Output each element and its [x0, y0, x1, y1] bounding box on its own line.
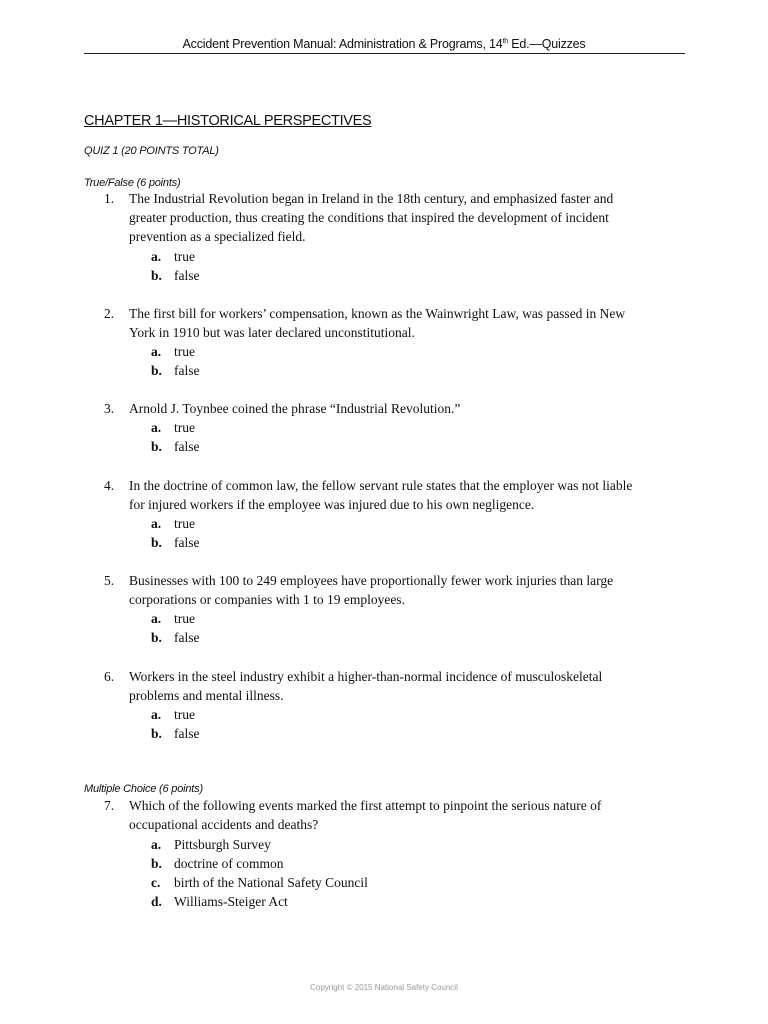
question-line: Which of the following events marked the first attempt to pinpoint the serious nature of [129, 798, 602, 813]
option-letter: a. [151, 249, 162, 264]
option-text: Pittsburgh Survey [174, 837, 271, 852]
option-text: true [174, 344, 195, 359]
question-line: prevention as a specialized field. [129, 229, 306, 245]
option-letter: b. [151, 535, 162, 550]
header-title-suffix: Ed.—Quizzes [507, 37, 586, 51]
question-number: 4. [104, 478, 115, 493]
section-heading-multiple-choice: Multiple Choice (6 points) [84, 783, 203, 795]
option-text: true [174, 516, 195, 531]
option-letter: a. [151, 611, 162, 626]
question-line: problems and mental illness. [129, 688, 284, 704]
question-line: for injured workers if the employee was injured due to his own negligence. [129, 497, 535, 513]
question-line: greater production, thus creating the conditions that inspired the development of incident [129, 210, 609, 226]
question-number: 7. [104, 798, 115, 813]
question-line: In the doctrine of common law, the fellow servant rule states that the employer was not liable [129, 478, 633, 493]
question-text [129, 304, 689, 342]
question-number: 2. [104, 306, 115, 321]
chapter-title: CHAPTER 1—HISTORICAL PERSPECTIVES [84, 113, 372, 129]
question-line: occupational accidents and deaths? [129, 817, 319, 833]
option-letter: b. [151, 726, 162, 741]
question-text [129, 667, 689, 705]
question-text [129, 189, 689, 247]
option-letter: b. [151, 268, 162, 283]
question-number: 5. [104, 573, 115, 588]
option-letter: a. [151, 707, 162, 722]
question-text [129, 476, 689, 514]
question-text [129, 399, 689, 418]
option-letter: d. [151, 894, 162, 909]
option-letter: a. [151, 837, 162, 852]
question-line: York in 1910 but was later declared unconstitutional. [129, 325, 415, 341]
quiz-title: QUIZ 1 (20 POINTS TOTAL) [84, 145, 219, 157]
option-text: doctrine of common [174, 856, 284, 871]
option-text: true [174, 707, 195, 722]
question-line: Businesses with 100 to 249 employees have proportionally fewer work injuries than large [129, 573, 614, 588]
option-text: true [174, 249, 195, 264]
question-line: Workers in the steel industry exhibit a higher-than-normal incidence of musculoskeletal [129, 669, 603, 684]
option-text: true [174, 420, 195, 435]
option-letter: b. [151, 363, 162, 378]
option-text: Williams-Steiger Act [174, 894, 288, 909]
question-line: Arnold J. Toynbee coined the phrase “Industrial Revolution.” [129, 401, 461, 416]
option-text: false [174, 268, 200, 283]
option-text: false [174, 439, 200, 454]
question-line: The first bill for workers’ compensation, known as the Wainwright Law, was passed in New [129, 306, 626, 321]
question-line: The Industrial Revolution began in Ireland in the 18th century, and emphasized faster and [129, 191, 614, 206]
option-text: false [174, 726, 200, 741]
page-header [84, 37, 684, 51]
question-text [129, 571, 689, 609]
option-letter: b. [151, 439, 162, 454]
option-letter: b. [151, 856, 162, 871]
question-number: 3. [104, 401, 115, 416]
section-heading-true-false: True/False (6 points) [84, 177, 181, 189]
option-text: false [174, 535, 200, 550]
question-text [129, 796, 689, 834]
option-text: birth of the National Safety Council [174, 875, 368, 890]
copyright-footer: Copyright © 2015 National Safety Council [310, 983, 458, 992]
question-number: 1. [104, 191, 115, 206]
header-title-main: Accident Prevention Manual: Administration & Programs, 14 [182, 37, 503, 51]
header-rule [84, 53, 685, 54]
option-text: false [174, 630, 200, 645]
header-title-superscript: th [502, 37, 508, 45]
option-letter: c. [151, 875, 161, 890]
option-text: false [174, 363, 200, 378]
option-letter: a. [151, 344, 162, 359]
question-line: corporations or companies with 1 to 19 employees. [129, 592, 405, 608]
option-letter: b. [151, 630, 162, 645]
question-number: 6. [104, 669, 115, 684]
option-text: true [174, 611, 195, 626]
option-letter: a. [151, 516, 162, 531]
option-letter: a. [151, 420, 162, 435]
